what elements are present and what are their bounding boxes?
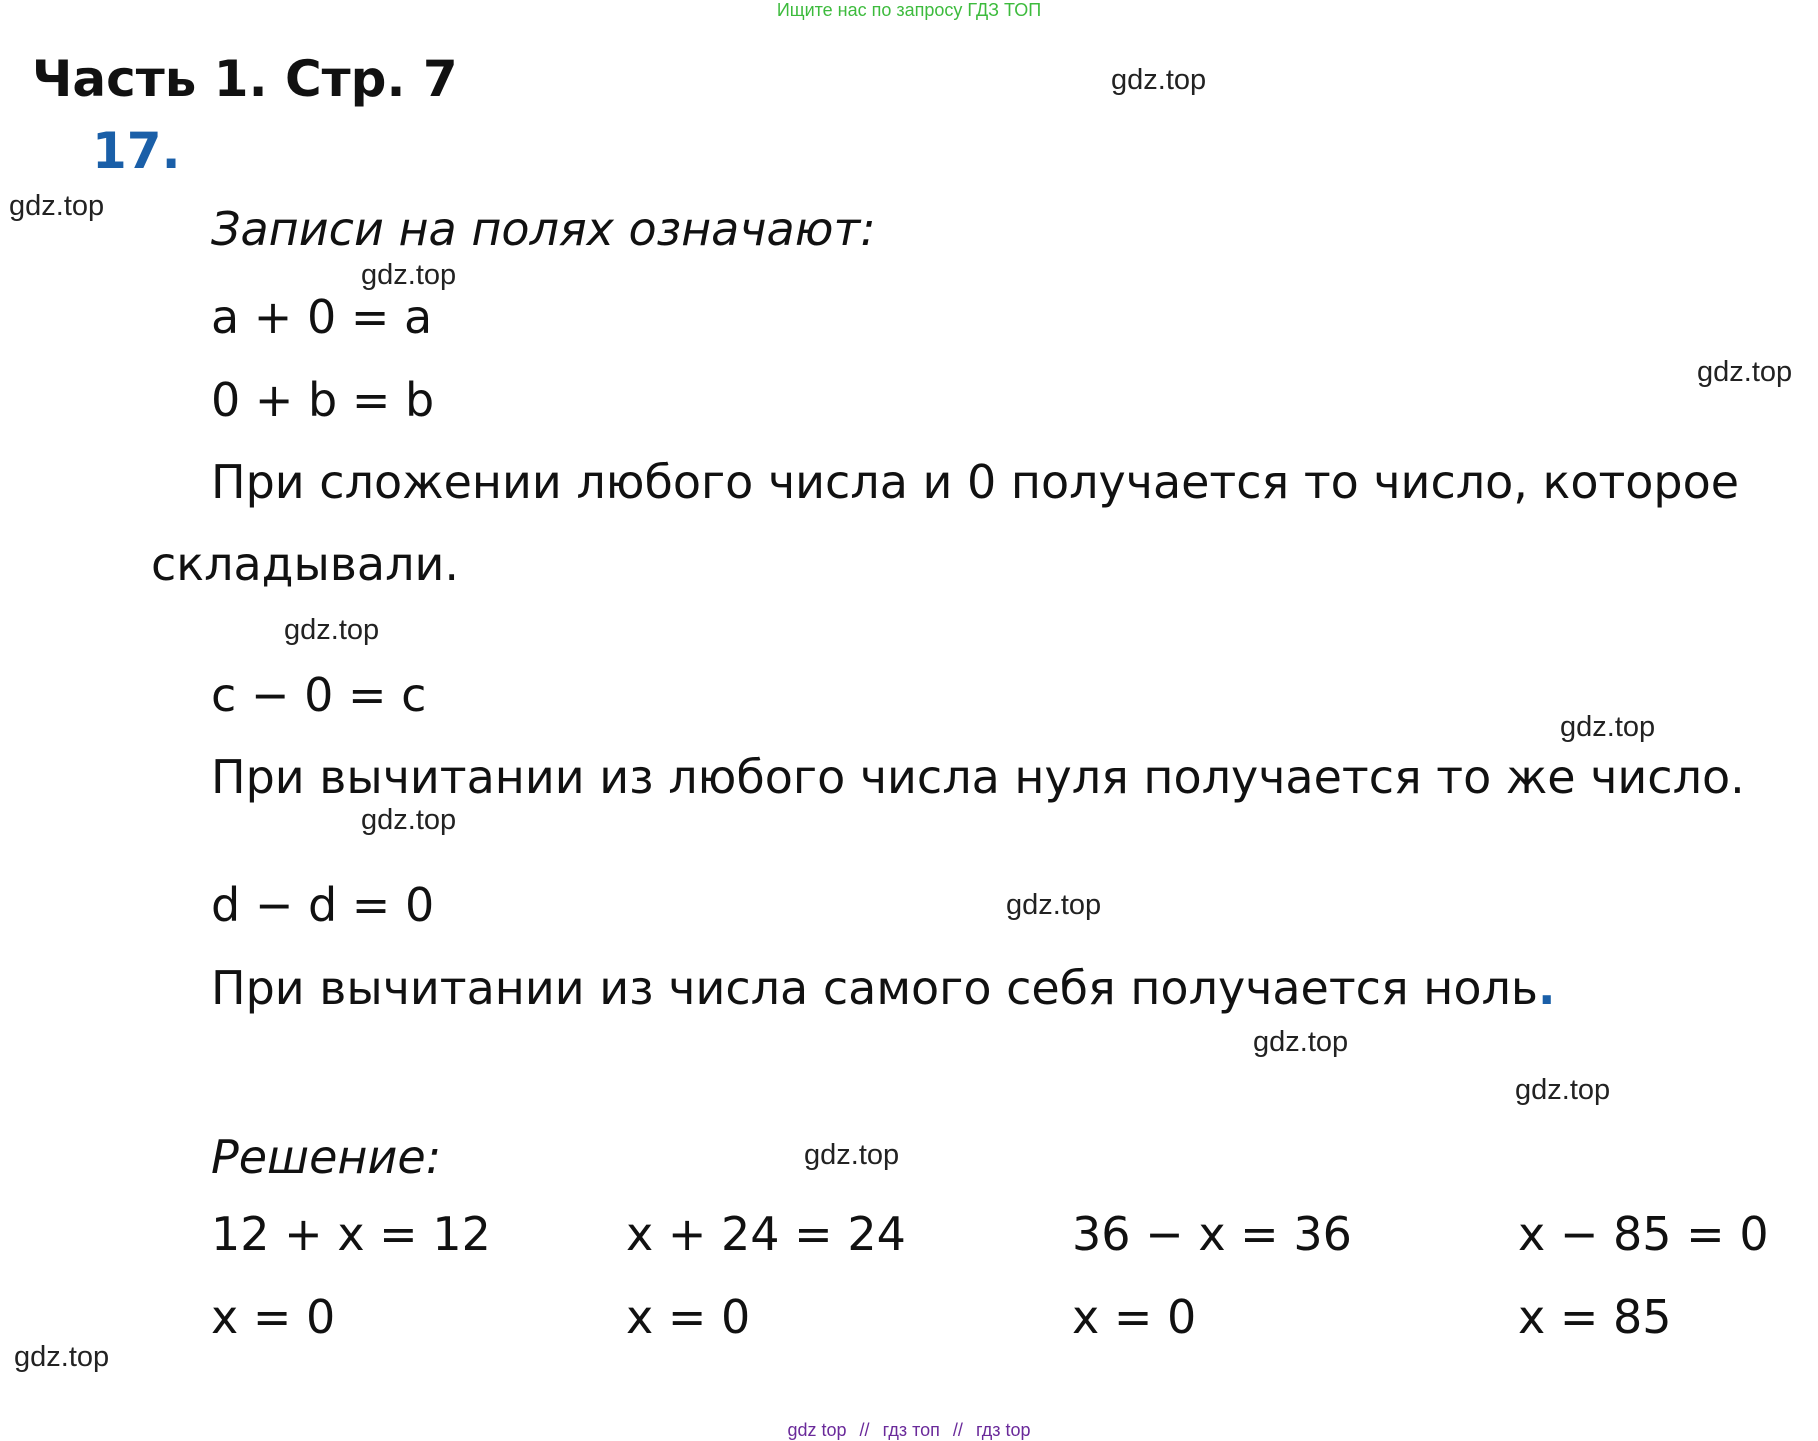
- rule-subtract-self-text: При вычитании из числа самого себя получается ноль: [211, 961, 1538, 1015]
- solution-answer-2: x = 0: [626, 1290, 751, 1344]
- rule-addition-line-1: При сложении любого числа и 0 получается то число, которое: [211, 455, 1740, 509]
- page-title: Часть 1. Стр. 7: [32, 50, 458, 108]
- watermark: gdz.top: [1006, 889, 1102, 921]
- watermark: gdz.top: [9, 190, 105, 222]
- footer-link[interactable]: гдз топ: [882, 1420, 940, 1440]
- solution-equation-2: x + 24 = 24: [626, 1207, 906, 1261]
- solution-answer-1: x = 0: [211, 1290, 336, 1344]
- formula-addition-right: a + 0 = a: [211, 290, 433, 344]
- solution-equation-1: 12 + x = 12: [211, 1207, 491, 1261]
- task-number: 17.: [92, 122, 181, 180]
- watermark: gdz.top: [14, 1341, 110, 1373]
- footer-links: [0, 1420, 1818, 1441]
- watermark: gdz.top: [1111, 64, 1207, 96]
- watermark: gdz.top: [804, 1139, 900, 1171]
- watermark: gdz.top: [1515, 1074, 1611, 1106]
- watermark: gdz.top: [1253, 1026, 1349, 1058]
- formula-subtract-self: d − d = 0: [211, 878, 435, 932]
- search-banner: Ищите нас по запросу ГДЗ ТОП: [776, 0, 1042, 20]
- rule-subtract-zero: При вычитании из любого числа нуля получается то же число.: [211, 750, 1745, 804]
- rule-addition-line-2: складывали.: [151, 537, 460, 591]
- watermark: gdz.top: [361, 259, 457, 291]
- footer-link[interactable]: gdz top: [787, 1420, 847, 1440]
- watermark: gdz.top: [361, 804, 457, 836]
- watermark: gdz.top: [284, 614, 380, 646]
- formula-subtract-zero: c − 0 = c: [211, 668, 427, 722]
- solution-equation-4: x − 85 = 0: [1518, 1207, 1769, 1261]
- solution-answer-4: x = 85: [1518, 1290, 1672, 1344]
- solution-equation-3: 36 − x = 36: [1072, 1207, 1352, 1261]
- footer-link[interactable]: гдз top: [975, 1420, 1031, 1440]
- footer-separator: //: [859, 1420, 870, 1440]
- solution-heading: Решение:: [211, 1130, 442, 1184]
- rule-end-dot: .: [1537, 961, 1556, 1015]
- watermark: gdz.top: [1697, 356, 1793, 388]
- watermark: gdz.top: [1560, 711, 1656, 743]
- intro-text: Записи на полях означают:: [211, 202, 876, 256]
- rule-subtract-self: [211, 961, 1555, 1015]
- formula-addition-left: 0 + b = b: [211, 373, 435, 427]
- solution-answer-3: x = 0: [1072, 1290, 1197, 1344]
- footer-separator: //: [952, 1420, 963, 1440]
